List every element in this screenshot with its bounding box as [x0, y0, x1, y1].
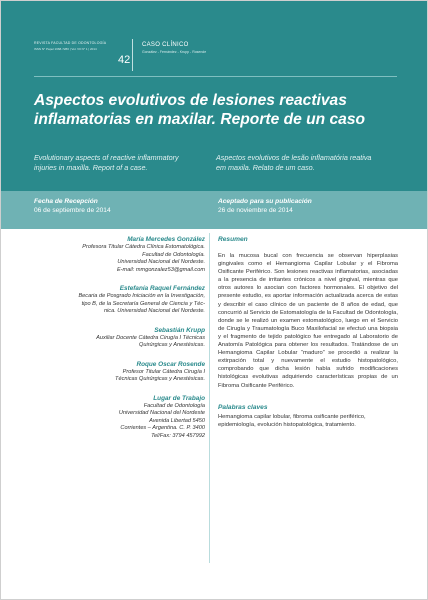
author-affiliation: Profesor Titular Cátedra Cirugía I	[122, 368, 205, 375]
workplace-line: Tel/Fax: 3794 457992	[151, 432, 205, 439]
workplace-line: Universidad Nacional del Nordeste	[118, 410, 205, 416]
author-affiliation: Becaria de Posgrado Iniciación en la Investigación,	[78, 293, 205, 299]
abstract-title: Resumen	[218, 236, 248, 243]
workplace-line: Avenida Libertad 5450	[149, 417, 205, 424]
author-affiliation: Auxiliar Docente Cátedra Cirugía I Técnicas	[96, 334, 205, 341]
authors-column	[41, 236, 205, 451]
accepted-label: Aceptado para su publicación	[218, 198, 312, 205]
accepted-date: 26 de noviembre de 2014	[218, 207, 293, 214]
header-rule	[34, 76, 397, 77]
header-banner	[1, 1, 428, 229]
workplace-line: Corrientes – Argentina. C. P. 3400	[120, 425, 205, 431]
author-affiliation: Profesora Titular Cátedra Clínica Estomatológica.	[82, 244, 205, 250]
author-name: Estefanía Raquel Fernández	[119, 285, 205, 292]
received-label: Fecha de Recepción	[34, 198, 98, 205]
subtitle-english: Evolutionary aspects of reactive inflammatory injuries in maxilla. Report of a case.	[34, 153, 179, 172]
keywords-title: Palabras claves	[218, 403, 268, 411]
author-affiliation: Técnicas Quirúrgicas y Anestésicas.	[115, 376, 205, 382]
author-name: María Mercedes González	[127, 236, 205, 243]
page-number: 42	[118, 54, 131, 66]
journal-info	[34, 41, 130, 73]
author-name: Sebastián Krupp	[154, 326, 205, 334]
author-affiliation: Universidad Nacional del Nordeste.	[117, 259, 205, 265]
workplace-title: Lugar de Trabajo	[153, 394, 205, 402]
author-affiliation: Quirúrgicas y Anestésicas.	[138, 342, 205, 348]
keywords-text: Hemangioma capilar lobular, fibroma osificante periférico, epidemiología, evolución histopatológica, tratamiento.	[218, 413, 366, 428]
section-title: CASO CLÍNICO	[142, 42, 189, 48]
article-title: Aspectos evolutivos de lesiones reactivas inflamatorias en maxilar. Reporte de un caso	[34, 92, 366, 128]
author-email: E-mail: mmgonzalez53@gmail.com	[116, 266, 205, 273]
workplace-block	[41, 395, 205, 441]
received-block	[34, 198, 111, 214]
subtitle-portuguese: Aspectos evolutivos de lesão inflamatória reativa em maxila. Relato de um caso.	[216, 153, 372, 172]
author-block	[41, 285, 205, 316]
section-authors: González - Fernández - Krupp - Rosende	[142, 50, 207, 54]
author-block	[41, 236, 205, 274]
author-name: Roque Oscar Rosende	[136, 360, 205, 368]
abstract-text: En la mucosa bucal con frecuencia se observan hiperplasias gingivales como el Hemangioma Capilar Lobular y el Fibroma Osificante Periférico. Son lesiones reactivas inflamatorias, asociadas a la presencia de irritantes crónicos a nivel gingival, mientras que otros autores lo asocian con factores hormonales. El objetivo del presente estudio, es aportar información actualizada acerca de estas y describir el caso clínico de un paciente de 8 años de edad, que concurrió al Servicio de Estomatología de la Facultad de Odontología, donde se le realizó un examen estomatológico, luego en el Servicio de Cirugía y Traumatología Buco Maxilofacial se efectuó una biopsia y el fragmento de tejido patológico fue entregado al Laboratorio de Anatomía Patológica para obtener los resultados. Tratándose de un Hemangioma Capilar Lobular “maduro” se procedió a realizar la extirpación total y nuevamente el estudio histopatológico, comprobando que dicha lesión había sufrido modificaciones histológicas evolutivas adquiriendo características propias de un Fibroma Osificante Periférico.	[218, 253, 398, 389]
author-affiliation: Facultad de Odontología.	[142, 251, 205, 258]
author-affiliation: tipo B, de la Secretaría General de Ciencia y Téc-	[81, 300, 205, 307]
dates-band	[1, 191, 428, 229]
column-divider	[209, 233, 210, 563]
author-block	[41, 361, 205, 384]
workplace-line: Facultad de Odontología	[143, 402, 205, 409]
journal-name: REVISTA FACULTAD DE ODONTOLOGÍA	[34, 41, 107, 45]
issue-info: ISSN N° Papel 1668-7280 | Vol. VII N° 1 | 2014	[34, 47, 97, 51]
accepted-block	[218, 198, 312, 214]
received-date: 06 de septiembre de 2014	[34, 207, 111, 214]
abstract-column	[218, 236, 398, 429]
header-divider	[132, 39, 133, 71]
author-affiliation: nica. Universidad Nacional del Nordeste.	[103, 308, 205, 314]
author-block	[41, 327, 205, 350]
